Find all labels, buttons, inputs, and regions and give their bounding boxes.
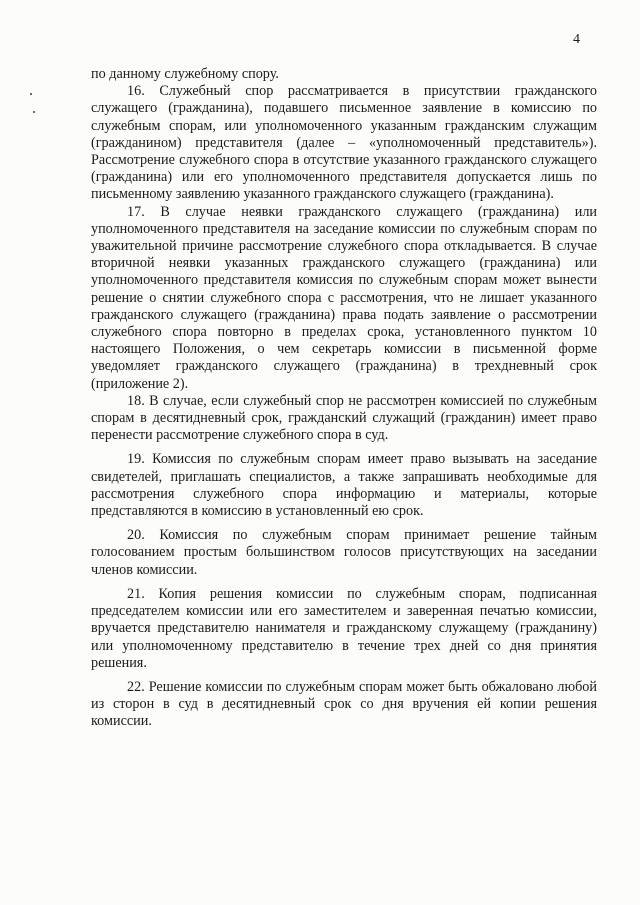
paragraph-17: 17. В случае неявки гражданского служащего (гражданина) или уполномоченного представителя на заседание комиссии по служебным спорам по уважительной причине рассмотрение служебного спора откладывается. В случае вторичной неявки указанных гражданского служащего (гражданина) или уполномоченного представителя комиссия по служебным спорам может вынести решение о снятии служебного спора с рассмотрения, что не лишает указанного гражданского служащего (гражданина) права подать заявление о рассмотрении служебного спора повторно в пределах срока, установленного пунктом 10 настоящего Положения, о чем секретарь комиссии в письменной форме уведомляет гражданского служащего (гражданина) в трехдневный срок (приложение 2). — [91, 203, 597, 392]
paragraph-19: 19. Комиссия по служебным спорам имеет право вызывать на заседание свидетелей, приглашать специалистов, а также запрашивать необходимые для рассмотрения служебного спора информацию и материалы, которые представляются в комиссию в установленный ею срок. — [91, 451, 597, 520]
paragraph-continuation: по данному служебному спору. — [91, 66, 279, 82]
paragraph-20: 20. Комиссия по служебным спорам принимает решение тайным голосованием простым большинством голосов присутствующих на заседании членов комиссии. — [91, 527, 597, 578]
document-body — [91, 66, 597, 731]
paragraph-21: 21. Копия решения комиссии по служебным спорам, подписанная председателем комиссии или его заместителем и заверенная печатью комиссии, вручается представителю нанимателя и гражданскому служащему (гражданину) или уполномоченному представителю в течение трех дней со дня принятия решения. — [91, 585, 597, 671]
margin-mark — [33, 111, 35, 113]
page-number: 4 — [573, 32, 580, 47]
paragraph-16: 16. Служебный спор рассматривается в присутствии гражданского служащего (гражданина), подавшего письменное заявление в комиссию по служебным спорам, или уполномоченного указанным гражданским служащим (гражданином) представителя (далее – «уполномоченный представитель»). Рассмотрение служебного спора в отсутствие указанного гражданского служащего (гражданина) или его уполномоченного представителя допускается лишь по письменному заявлению указанного гражданского служащего (гражданина). — [91, 83, 597, 203]
paragraph-18: 18. В случае, если служебный спор не рассмотрен комиссией по служебным спорам в десятидневный срок, гражданский служащий (гражданин) имеет право перенести рассмотрение служебного спора в суд. — [91, 392, 597, 444]
paragraph-22: 22. Решение комиссии по служебным спорам может быть обжаловано любой из сторон в суд в десятидневный срок со дня вручения ей копии решения комиссии. — [91, 678, 597, 730]
margin-mark — [30, 93, 32, 95]
